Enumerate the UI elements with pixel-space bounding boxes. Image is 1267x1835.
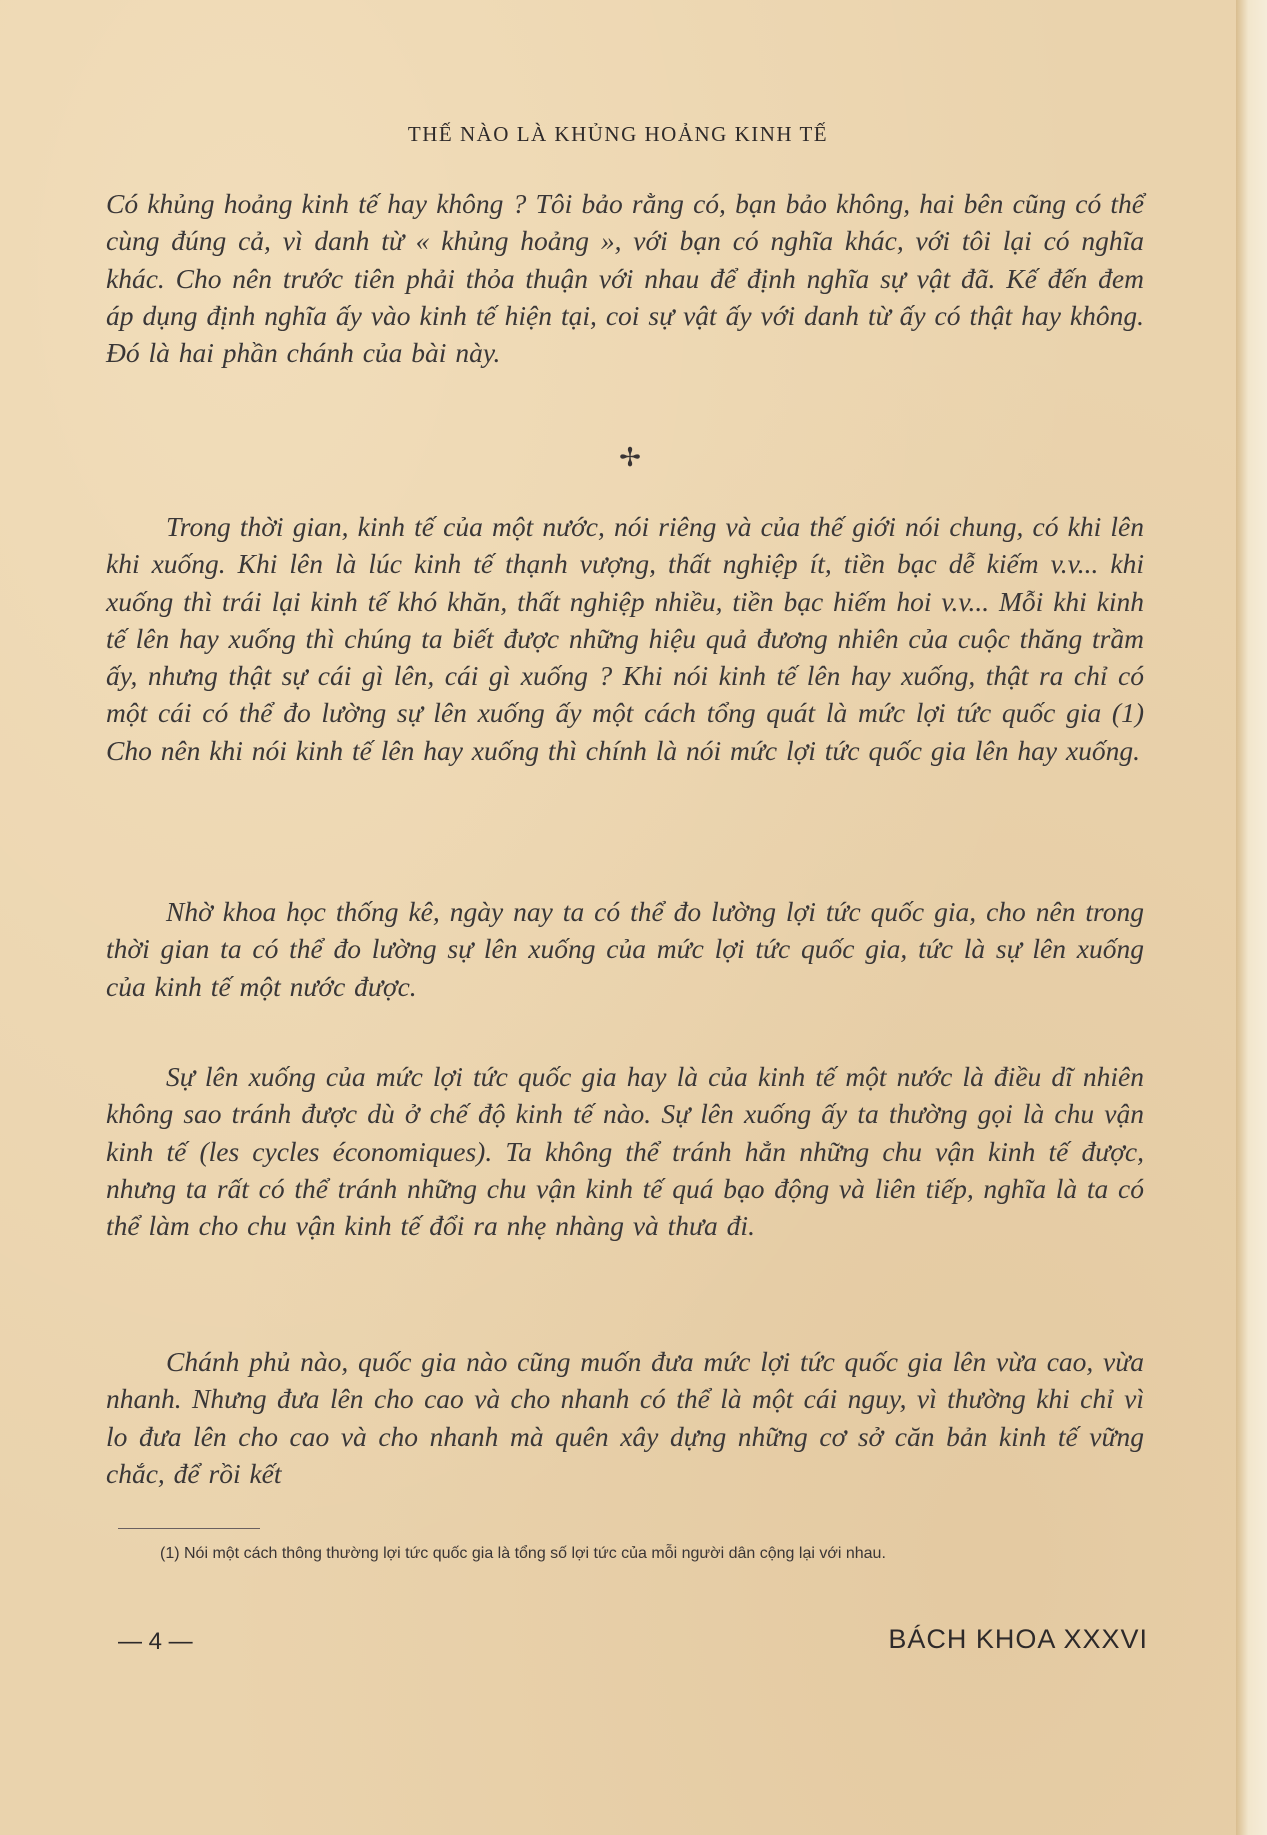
footnote-divider xyxy=(118,1528,260,1529)
journal-name: BÁCH KHOA XXXVI xyxy=(888,1624,1148,1654)
article-title: THẾ NÀO LÀ KHỦNG HOẢNG KINH TẾ xyxy=(407,122,829,146)
section-divider-ornament: ✢ xyxy=(619,443,641,473)
body-paragraph-1: Trong thời gian, kinh tế của một nước, nói riêng và của thế giới nói chung, có khi lên khi xuống. Khi lên là lúc kinh tế thạnh vượng, thất nghiệp ít, tiền bạc dễ kiếm v.v... khi xuống thì trái lại kinh tế khó khăn, thất nghiệp nhiều, tiền bạc hiếm hoi v.v... Mỗi khi kinh tế lên hay xuống thì chúng ta biết được những hiệu quả đương nhiên của cuộc thăng trầm ấy, nhưng thật sự cái gì lên, cái gì xuống ? Khi nói kinh tế lên hay xuống, thật ra chỉ có một cái có thể đo lường sự lên xuống ấy một cách tổng quát là mức lợi tức quốc gia (1) Cho nên khi nói kinh tế lên hay xuống thì chính là nói mức lợi tức quốc gia lên hay xuống. xyxy=(106,511,1144,766)
footnote: (1) Nói một cách thông thường lợi tức quốc gia là tổng số lợi tức của mỗi người dân cộng lại với nhau. xyxy=(160,1545,886,1562)
page-number: — 4 — xyxy=(118,1628,193,1655)
body-paragraph-2: Nhờ khoa học thống kê, ngày nay ta có thể đo lường lợi tức quốc gia, cho nên trong thời gian ta có thể đo lường sự lên xuống của mức lợi tức quốc gia, tức là sự lên xuống của kinh tế một nước được. xyxy=(106,896,1144,1002)
intro-paragraph: Có khủng hoảng kinh tế hay không ? Tôi bảo rằng có, bạn bảo không, hai bên cũng có thể cùng đúng cả, vì danh từ « khủng hoảng », với bạn có nghĩa khác, với tôi lại có nghĩa khác. Cho nên trước tiên phải thỏa thuận với nhau để định nghĩa sự vật đã. Kế đến đem áp dụng định nghĩa ấy vào kinh tế hiện tại, coi sự vật ấy với danh từ ấy có thật hay không. Đó là hai phần chánh của bài này. xyxy=(106,188,1144,369)
body-paragraph-4: Chánh phủ nào, quốc gia nào cũng muốn đưa mức lợi tức quốc gia lên vừa cao, vừa nhanh. Nhưng đưa lên cho cao và cho nhanh có thể là một cái nguy, vì thường khi chỉ vì lo đưa lên cho cao và cho nhanh mà quên xây dựng những cơ sở căn bản kinh tế vững chắc, để rồi kết xyxy=(106,1346,1144,1489)
body-paragraph-3: Sự lên xuống của mức lợi tức quốc gia hay là của kinh tế một nước là điều dĩ nhiên không sao tránh được dù ở chế độ kinh tế nào. Sự lên xuống ấy ta thường gọi là chu vận kinh tế (les cycles économiques). Ta không thể tránh hẳn những chu vận kinh tế được, nhưng ta rất có thể tránh những chu vận kinh tế quá bạo động và liên tiếp, nghĩa là ta có thể làm cho chu vận kinh tế đổi ra nhẹ nhàng và thưa đi. xyxy=(106,1061,1144,1242)
page-edge xyxy=(1236,0,1267,1835)
